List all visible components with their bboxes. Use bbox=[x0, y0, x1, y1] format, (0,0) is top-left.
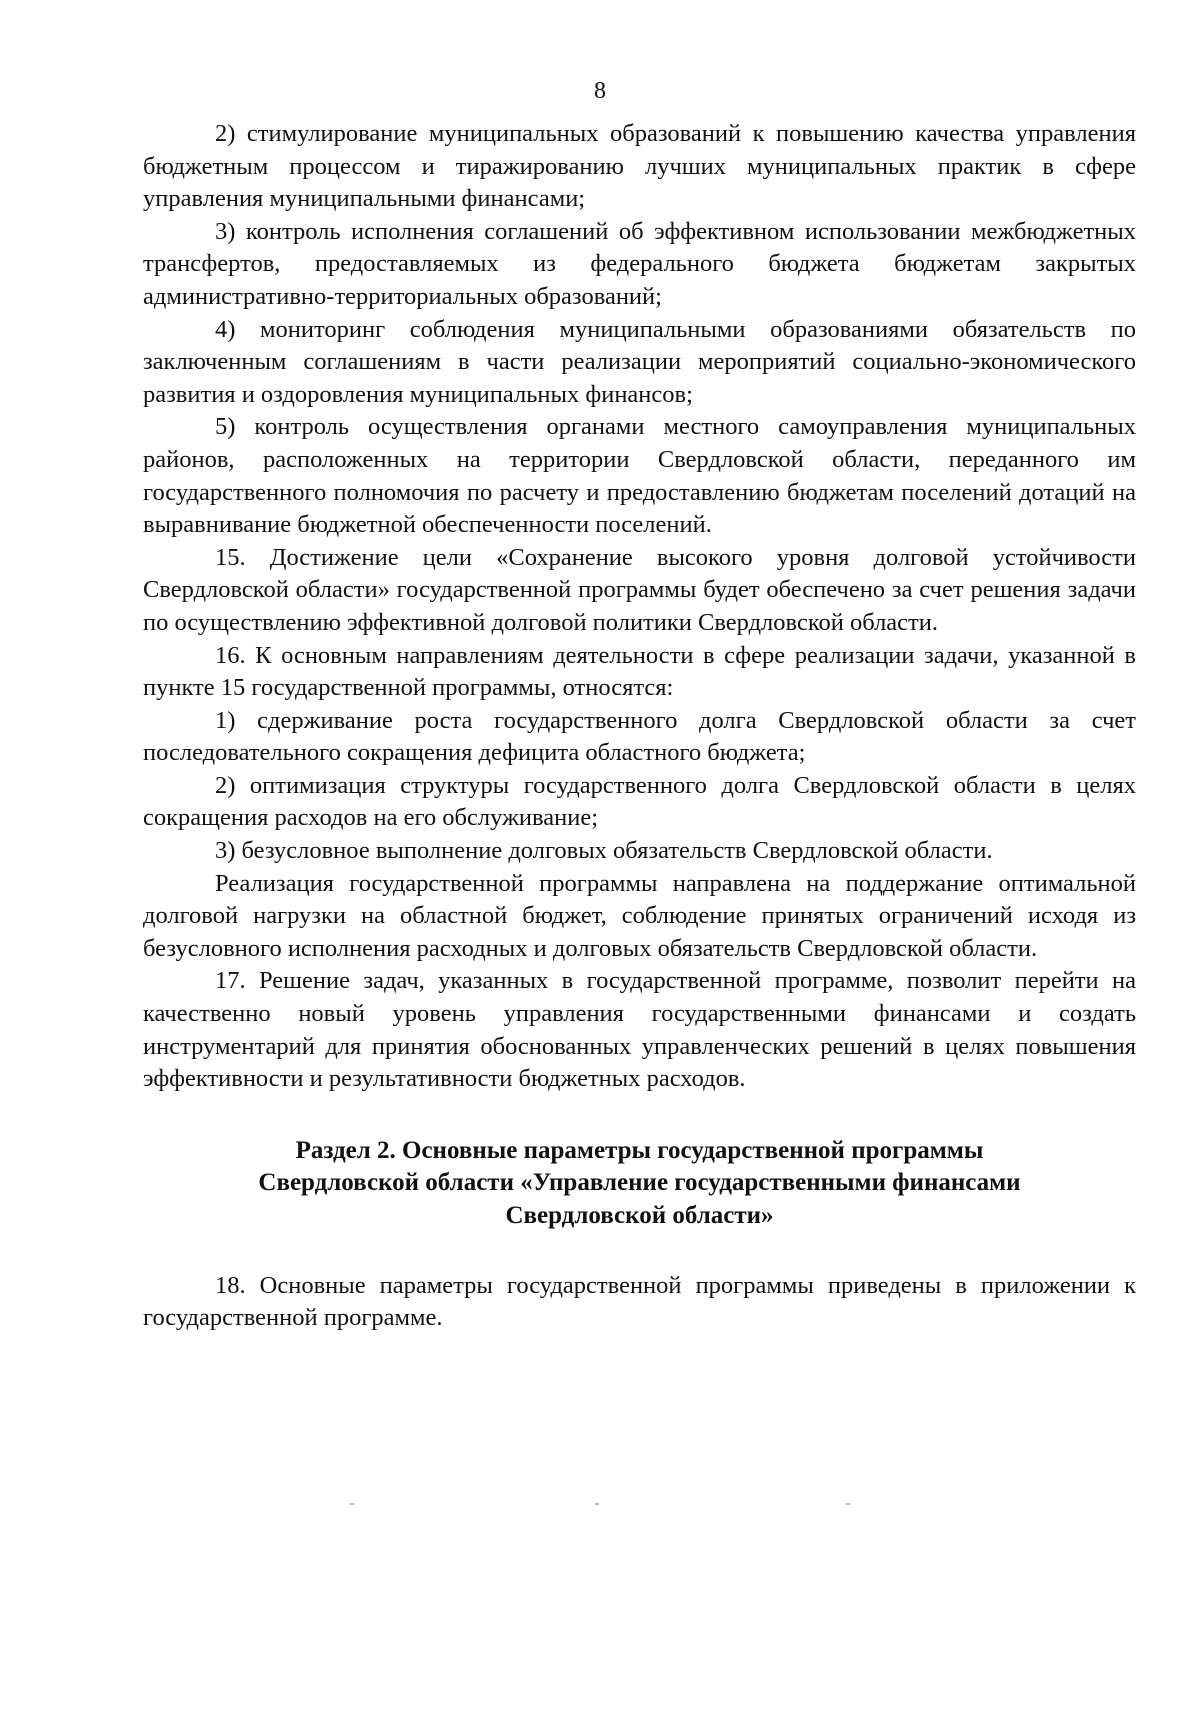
document-body bbox=[143, 118, 1136, 1335]
paragraph-item-2-stimulation: 2) стимулирование муниципальных образований к повышению качества управления бюджетным процессом и тиражированию лучших муниципальных практик в сфере управления муниципальными финансами; bbox=[143, 120, 1136, 213]
paragraph-16-item-3: 3) безусловное выполнение долговых обязательств Свердловской области. bbox=[215, 837, 993, 865]
paragraph-18: 18. Основные параметры государственной программы приведены в приложении к государственной программе. bbox=[143, 1271, 1136, 1332]
paragraph-16-item-1: 1) сдерживание роста государственного долга Свердловской области за счет последовательного сокращения дефицита областного бюджета; bbox=[143, 706, 1136, 767]
paragraph-item-5-control-powers: 5) контроль осуществления органами местного самоуправления муниципальных районов, расположенных на территории Свердловской области, переданного им государственного полномочия по расчету и предоставлению бюджетам поселений дотаций на выравнивание бюджетной обеспеченности поселений. bbox=[143, 413, 1136, 539]
paragraph-16: 16. К основным направлениям деятельности в сфере реализации задачи, указанной в пункте 15 государственной программы, относятся: bbox=[143, 641, 1136, 702]
scan-dot bbox=[350, 1503, 354, 1505]
scan-dot bbox=[846, 1503, 850, 1505]
paragraph-17: 17. Решение задач, указанных в государственной программе, позволит перейти на качественно новый уровень управления государственными финансами и создать инструментарий для принятия обоснованных управленческих решений в целях повышения эффективности и результативности бюджетных расходов. bbox=[143, 967, 1136, 1093]
paragraph-program-implementation: Реализация государственной программы направлена на поддержание оптимальной долговой нагрузки на областной бюджет, соблюдение принятых ограничений исходя из безусловного исполнения расходных и долговых обязательств Свердловской области. bbox=[143, 869, 1136, 962]
section-heading-line-3: Свердловской области» bbox=[505, 1202, 774, 1229]
page-number: 8 bbox=[594, 78, 606, 104]
section-heading-line-1: Раздел 2. Основные параметры государственной программы bbox=[295, 1136, 984, 1164]
paragraph-16-item-2: 2) оптимизация структуры государственного долга Свердловской области в целях сокращения расходов на его обслуживание; bbox=[143, 771, 1136, 832]
scan-artifact-dots bbox=[0, 1503, 1200, 1507]
paragraph-15: 15. Достижение цели «Сохранение высокого уровня долговой устойчивости Свердловской области» государственной программы будет обеспечено за счет решения задачи по осуществлению эффективной долговой политики Свердловской области. bbox=[143, 543, 1136, 636]
section-heading-line-2: Свердловской области «Управление государственными финансами bbox=[258, 1169, 1021, 1197]
paragraph-item-3-control-agreements: 3) контроль исполнения соглашений об эффективном использовании межбюджетных трансфертов, предоставляемых из федерального бюджета бюджетам закрытых административно-территориальных образований; bbox=[143, 217, 1136, 310]
section-heading bbox=[143, 1135, 1136, 1233]
scan-dot bbox=[595, 1503, 599, 1505]
paragraph-item-4-monitoring: 4) мониторинг соблюдения муниципальными образованиями обязательств по заключенным соглашениям в части реализации мероприятий социально-экономического развития и оздоровления муниципальных финансов; bbox=[143, 315, 1136, 408]
